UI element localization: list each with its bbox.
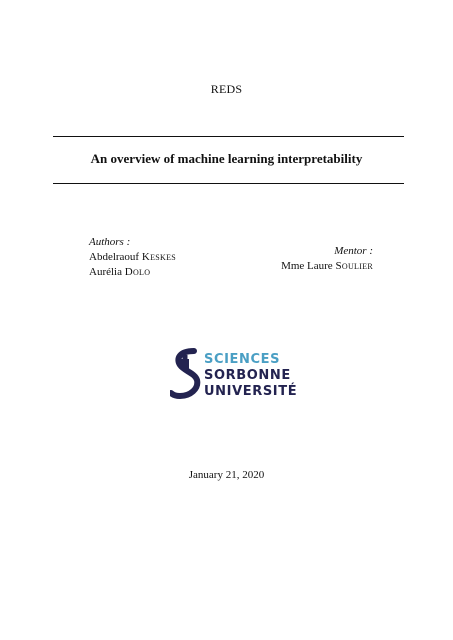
logo-line-sciences: SCIENCES	[204, 352, 281, 367]
logo-line-sorbonne: SORBONNE	[204, 368, 291, 383]
author-1-last-name: Keskes	[141, 251, 177, 263]
mentor-label: Mentor :	[334, 245, 373, 257]
mentor-block	[281, 244, 373, 274]
author-1-first-name: Abdelraouf	[89, 251, 140, 263]
title-rule-bottom	[53, 183, 404, 184]
author-2-last-name: Dolo	[124, 266, 151, 278]
author-2	[89, 265, 176, 280]
authors-label: Authors :	[89, 236, 131, 248]
document-date: January 21, 2020	[188, 469, 265, 481]
document-title: An overview of machine learning interpretability	[90, 151, 363, 166]
institute-label: REDS	[210, 82, 243, 96]
sorbonne-s-emblem-icon	[171, 351, 197, 396]
logo-line-universite: UNIVERSITÉ	[204, 384, 298, 399]
title-rule-top	[53, 136, 404, 137]
mentor-first-name: Mme Laure	[281, 260, 333, 272]
mentor-last-name: Soulier	[335, 260, 373, 272]
sorbonne-universite-logo	[170, 346, 300, 402]
authors-block	[89, 235, 176, 280]
author-1	[89, 250, 176, 265]
mentor-name	[281, 259, 373, 274]
author-2-first-name: Aurélia	[89, 266, 122, 278]
